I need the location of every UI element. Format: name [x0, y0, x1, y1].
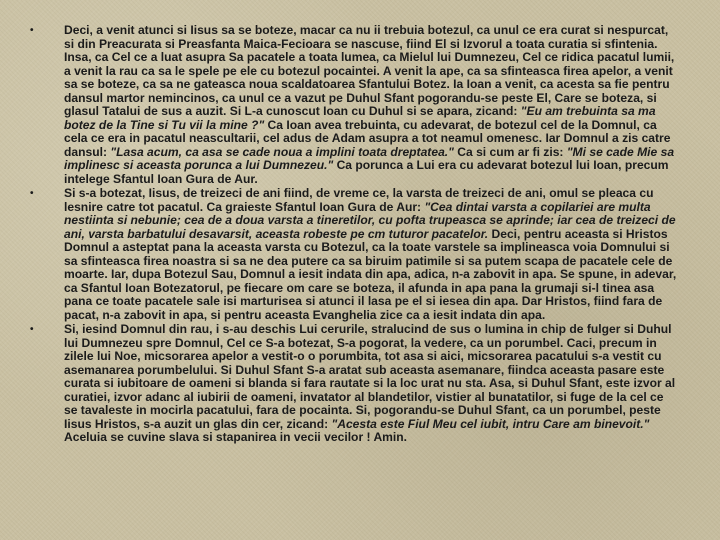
paragraph-1-text: [64, 23, 674, 186]
bullet-list: [30, 24, 680, 445]
quote-segment: "Acesta este Fiul Meu cel iubit, intru Care am binevoit.": [331, 416, 650, 431]
text-segment: Deci, a venit atunci si Iisus sa se boteze, macar ca nu ii trebuia botezul, ca unul ce era curat si nespurcat, si din Preacurata si Preasfanta Maica-Fecioara se nascuse, fiind El si Izvorul a toata curatia si sfintenia. Insa, ca Cel ce a luat asupra Sa pacatele a toata lumea, ca Mielul lui Dumnezeu, Cel ce ridica pacatul lumii, a venit la rau ca sa le spele pe ele cu botezul pocaintei. A venit la ape, ca sa sfinteasca firea apelor, a venit sa se boteze, ca sa ne gateasca noua scaldatoarea Sfantului Botez. Ia Ioan a venit, ca acesta sa fie pentru dansul martor nemincinos, ca unul ce a vazut pe Duhul Sfant pogorandu-se peste El, Care se boteza, si glasul Tatalui de sus a auzit. Si L-a cunoscut Ioan cu Duhul si se apara, zicand:: [64, 23, 675, 118]
text-segment: Si, iesind Domnul din rau, i s-au deschis Lui cerurile, stralucind de sus o lumina in chip de fulger si Duhul lui Dumnezeu spre Domnul, Cel ce S-a botezat, S-a pogorat, la vedere, ca un porumbel. Caci, precum in zilele lui Noe, micsorarea apelor a vestit-o o porumbita, tot asa si aici, micsorarea pacatului s-a vestit cu asemanarea porumbelului. Si Duhul Sfant S-a aratat sub aceasta asemanare, fiindca aceasta pasare este curata si iubitoare de oameni si blanda si fara rautate si la loc urat nu sta. Asa, si Duhul Sfant, este izvor al curatiei, izvor adanc al iubirii de oameni, invatator al blandetilor, vistier al bunatatilor, si fuge de la cel ce se tavaleste in mocirla pacatului, fara de pocainta. Si, pogorandu-se Duhul Sfant, ca un porumbel, peste Iisus Hristos, s-a auzit un glas din cer, zicand:: [64, 322, 676, 431]
bullet-item-2: [30, 187, 680, 322]
bullet-item-1: [30, 24, 680, 186]
bullet-item-3: [30, 323, 680, 445]
text-segment: Si s-a botezat, Iisus, de treizeci de ani fiind, de vreme ce, la varsta de treizeci de ani, omul se pleaca cu lesnire catre tot pacatul. Ca graieste Sfantul Ioan Gura de Aur:: [64, 186, 654, 214]
bullet-icon: •: [30, 324, 34, 335]
quote-segment: "Eu am trebuinta sa ma botez de la Tine si Tu vii la mine ?": [64, 104, 656, 132]
text-segment: Ca porunca a Lui era cu adevarat botezul lui Ioan, precum intelege Sfantul Ioan Gura de Aur.: [64, 158, 669, 186]
quote-segment: "Mi se cade Mie sa implinesc si aceasta porunca a lui Dumnezeu.": [64, 144, 675, 172]
bullet-icon: •: [30, 188, 34, 199]
text-segment: Ca si cum ar fi zis:: [453, 144, 567, 159]
quote-segment: "Lasa acum, ca asa se cade noua a implini toata dreptatea.": [110, 144, 454, 159]
bullet-icon: •: [30, 25, 34, 36]
paragraph-2-text: [64, 186, 676, 322]
paragraph-3-text: [64, 322, 675, 444]
text-segment: Deci, pentru aceasta si Hristos Domnul a asteptat pana la aceasta varsta cu Botezul, ca la toate varstele sa implineasca voia Domnului si sa sfinteasca firea noastra si sa ne dea putere ca sa biruim patimile si sa putem scapa de pacatele cele de moarte. Iar, dupa Botezul Sau, Domnul a iesit indata din apa, adica, n-a zabovit in apa. Se spune, in adevar, ca Sfantul Ioan Botezatorul, pe fiecare om care se boteza, il afunda in apa pana la grumaji si-l tinea asa pana ce toate pacatele sale isi marturisea si atunci il lasa pe el si iesea din apa. Dar Hristos, fiind fara de pacat, n-a zabovit in apa, si pentru aceasta Evanghelia zice ca a iesit indata din apa.: [64, 226, 677, 322]
text-segment: Aceluia se cuvine slava si stapanirea in vecii vecilor ! Amin.: [64, 430, 408, 444]
text-segment: Ca Ioan avea trebuinta, cu adevarat, de botezul cel de la Domnul, ca cela ce era in pacatul neascultarii, cel adus de Adam asupra a tot neamul omenesc. Iar Domnul a zis catre dansul:: [64, 117, 671, 159]
quote-segment: "Cea dintai varsta a copilariei are multa nestiinta si nebunie; cea de a doua varsta a tineretilor, cu pofta trupeasca se aprinde; iar cea de treizeci de ani, varsta barbatului desavarsit, aceasta robeste pe cm tuturor pacatelor.: [64, 199, 676, 241]
